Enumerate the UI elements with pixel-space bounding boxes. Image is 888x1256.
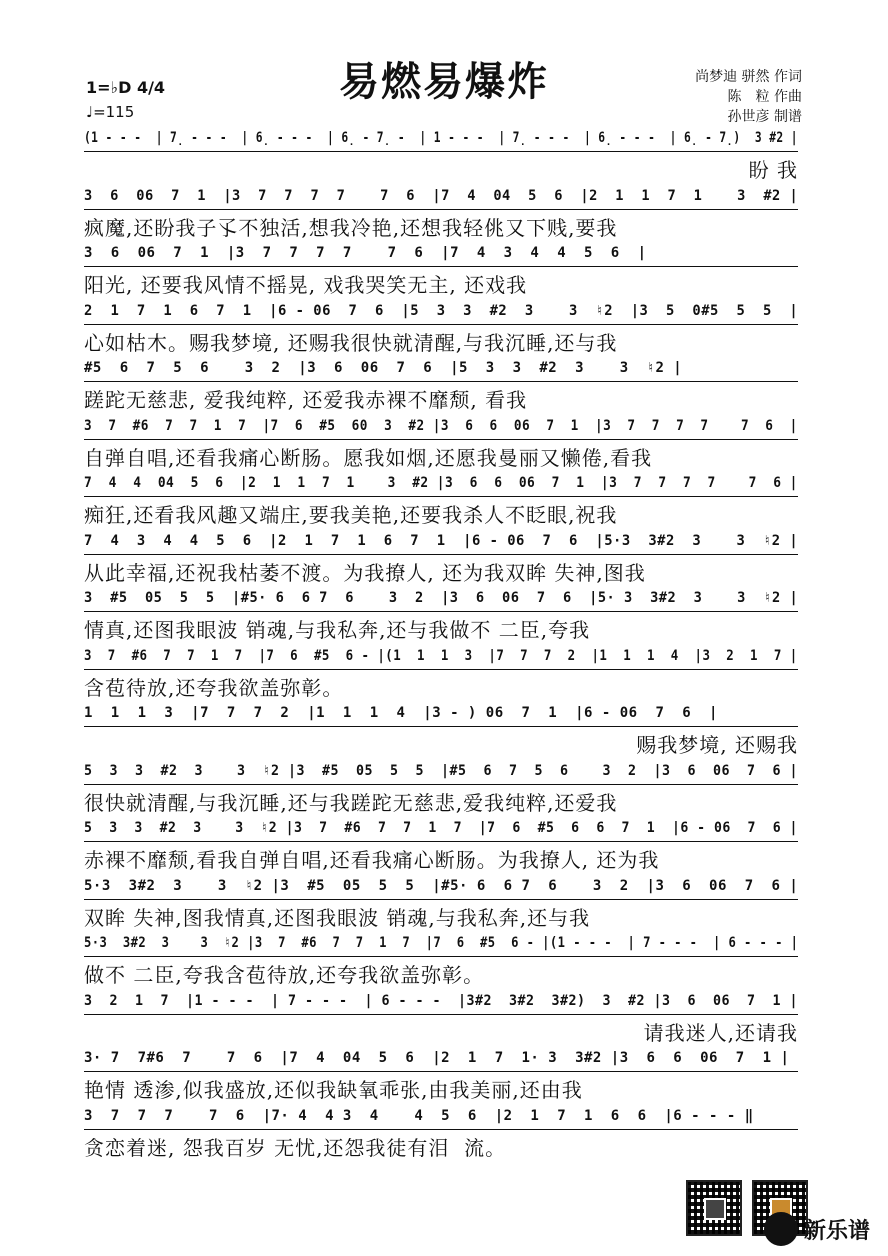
record-icon — [764, 1212, 798, 1246]
notation-row — [84, 820, 798, 842]
beam-line — [84, 439, 798, 440]
notation-text: 3 6 06 7 1 |3 7 7 7 7 7 6 |7 4 3 4 4 5 6 | — [84, 245, 647, 261]
notation-text: 7 4 4 04 5 6 |2 1 1 7 1 3 #2 |3 6 6 06 7 1 |3 7 7 7 7 7 6 | — [84, 475, 798, 491]
lyric-line: 做不 二臣,夸我含苞待放,还夸我欲盖弥彰。 — [84, 963, 485, 987]
notation-row — [84, 130, 798, 152]
notation-text: (1 - - - | 7̣ - - - | 6̣ - - - | 6̣ - 7̣ - | 1 - - - | 7̣ - - - | 6̣ - - - | 6̣ - 7̣) 3 #2 | — [84, 130, 798, 146]
lyric-line: 含苞待放,还夸我欲盖弥彰。 — [84, 675, 344, 700]
notation-text: 3 7 #6 7 7 1 7 |7 6 #5 6 - |(1 1 1 3 |7 7 7 2 |1 1 1 4 |3 2 1 7 | — [84, 647, 798, 664]
beam-line — [84, 611, 798, 612]
notation-row — [84, 475, 798, 497]
lyric-line: 痴狂,还看我风趣又端庄,要我美艳,还要我杀人不眨眼,祝我 — [84, 503, 618, 527]
notation-text: 5·3 3#2 3 3 ♮2 |3 #5 05 5 5 |#5· 6 6 7 6 3 2 |3 6 06 7 6 | — [84, 877, 799, 894]
lyric-line: 蹉跎无慈悲, 爱我纯粹, 还爱我赤裸不靡颓, 看我 — [84, 388, 528, 412]
lyric-line: 疯魔,还盼我子孓不独活,想我冷艳,还想我轻佻又下贱,要我 — [84, 215, 618, 240]
beam-line — [84, 726, 798, 727]
lyric-line: 情真,还图我眼波 销魂,与我私奔,还与我做不 二臣,夸我 — [84, 618, 591, 642]
beam-line — [84, 151, 798, 152]
page-title: 易燃易爆炸 — [339, 58, 549, 105]
notation-row — [84, 878, 798, 900]
notation-row — [84, 245, 798, 267]
beam-line — [84, 1014, 798, 1015]
notation-text: 5·3 3#2 3 3 ♮2 |3 7 #6 7 7 1 7 |7 6 #5 6 - |(1 - - - | 7 - - - | 6 - - - | — [84, 935, 799, 951]
qr-code-icon — [704, 1198, 726, 1220]
notation-row — [84, 303, 798, 325]
notation-row — [84, 590, 798, 612]
key-signature: 1=♭D 4/4 — [86, 78, 166, 97]
lyric-line: 很快就清醒,与我沉睡,还与我蹉跎无慈悲,爱我纯粹,还爱我 — [84, 790, 618, 815]
notation-row — [84, 1050, 798, 1072]
lyric-line: 请我迷人,还请我 — [643, 1020, 798, 1045]
notation-row — [84, 1108, 798, 1130]
beam-line — [84, 209, 798, 210]
beam-line — [84, 381, 798, 382]
beam-line — [84, 266, 798, 267]
beam-line — [84, 554, 798, 555]
lyric-line: 赐我梦境, 还赐我 — [636, 733, 798, 757]
beam-line — [84, 1129, 798, 1130]
lyric-line: 盼 我 — [748, 158, 798, 182]
lyricist-credit: 尚梦迪 骈然 作词 — [695, 69, 802, 85]
notation-text: 3 6 06 7 1 |3 7 7 7 7 7 6 |7 4 04 5 6 |2 1 1 7 1 3 #2 | — [84, 187, 799, 204]
notation-row — [84, 763, 798, 785]
site-logo[interactable] — [764, 1212, 870, 1246]
notation-text: 1 1 1 3 |7 7 7 2 |1 1 1 4 |3 - ) 06 7 1 |6 - 06 7 6 | — [84, 705, 718, 721]
notation-row — [84, 935, 798, 957]
qr-code-left[interactable] — [686, 1180, 742, 1236]
lyric-line: 双眸 失神,图我情真,还图我眼波 销魂,与我私奔,还与我 — [84, 905, 591, 930]
lyric-line: 赤裸不靡颓,看我自弹自唱,还看我痛心断肠。为我撩人, 还为我 — [84, 848, 660, 872]
notation-text: 3 7 7 7 7 6 |7· 4 4 3 4 4 5 6 |2 1 7 1 6 6 |6 - - - ‖ — [84, 1107, 754, 1124]
arranger-credit: 孙世彦 制谱 — [727, 109, 802, 125]
notation-text: 3 2 1 7 |1 - - - | 7 - - - | 6 - - - |3#2 3#2 3#2) 3 #2 |3 6 06 7 1 | — [84, 992, 799, 1009]
beam-line — [84, 841, 798, 842]
lyric-line: 艳情 透渗,似我盛放,还似我缺氧乖张,由我美丽,还由我 — [84, 1078, 583, 1102]
notation-text: 3· 7 7#6 7 7 6 |7 4 04 5 6 |2 1 7 1· 3 3#2 |3 6 6 06 7 1 | — [84, 1050, 790, 1066]
lyric-line: 阳光, 还要我风情不摇晃, 戏我哭笑无主, 还戏我 — [84, 273, 528, 297]
notation-text: 7 4 3 4 4 5 6 |2 1 7 1 6 7 1 |6 - 06 7 6 |5·3 3#2 3 3 ♮2 | — [84, 532, 799, 549]
composer-credit: 陈 粒 作曲 — [727, 89, 802, 105]
lyric-line: 自弹自唱,还看我痛心断肠。愿我如烟,还愿我曼丽又懒倦,看我 — [84, 445, 653, 470]
logo-text: 新乐谱 — [804, 1218, 871, 1244]
lyric-line: 心如枯木。赐我梦境, 还赐我很快就清醒,与我沉睡,还与我 — [84, 330, 618, 355]
notation-row — [84, 360, 798, 382]
notation-text: 3 #5 05 5 5 |#5· 6 6 7 6 3 2 |3 6 06 7 6 |5· 3 3#2 3 3 ♮2 | — [84, 590, 799, 606]
notation-text: 2 1 7 1 6 7 1 |6 - 06 7 6 |5 3 3 #2 3 3 ♮2 |3 5 0#5 5 5 | — [84, 302, 799, 319]
notation-row — [84, 533, 798, 555]
notation-row — [84, 418, 798, 440]
beam-line — [84, 324, 798, 325]
notation-text: 3 7 #6 7 7 1 7 |7 6 #5 60 3 #2 |3 6 6 06 7 1 |3 7 7 7 7 7 6 | — [84, 417, 798, 434]
beam-line — [84, 1071, 798, 1072]
notation-row — [84, 188, 798, 210]
beam-line — [84, 956, 798, 957]
notation-text: #5 6 7 5 6 3 2 |3 6 06 7 6 |5 3 3 #2 3 3 ♮2 | — [84, 360, 683, 376]
notation-row — [84, 705, 798, 727]
notation-row — [84, 993, 798, 1015]
lyric-line: 贪恋着迷, 怨我百岁 无忧,还怨我徒有泪 流。 — [84, 1135, 507, 1160]
notation-text: 5 3 3 #2 3 3 ♮2 |3 #5 05 5 5 |#5 6 7 5 6 3 2 |3 6 06 7 6 | — [84, 762, 799, 779]
beam-line — [84, 899, 798, 900]
beam-line — [84, 669, 798, 670]
notation-text: 5 3 3 #2 3 3 ♮2 |3 7 #6 7 7 1 7 |7 6 #5 6 6 7 1 |6 - 06 7 6 | — [84, 820, 798, 836]
beam-line — [84, 784, 798, 785]
tempo-mark: ♩=115 — [86, 103, 135, 121]
notation-row — [84, 648, 798, 670]
lyric-line: 从此幸福,还祝我枯萎不渡。为我撩人, 还为我双眸 失神,图我 — [84, 560, 646, 585]
beam-line — [84, 496, 798, 497]
